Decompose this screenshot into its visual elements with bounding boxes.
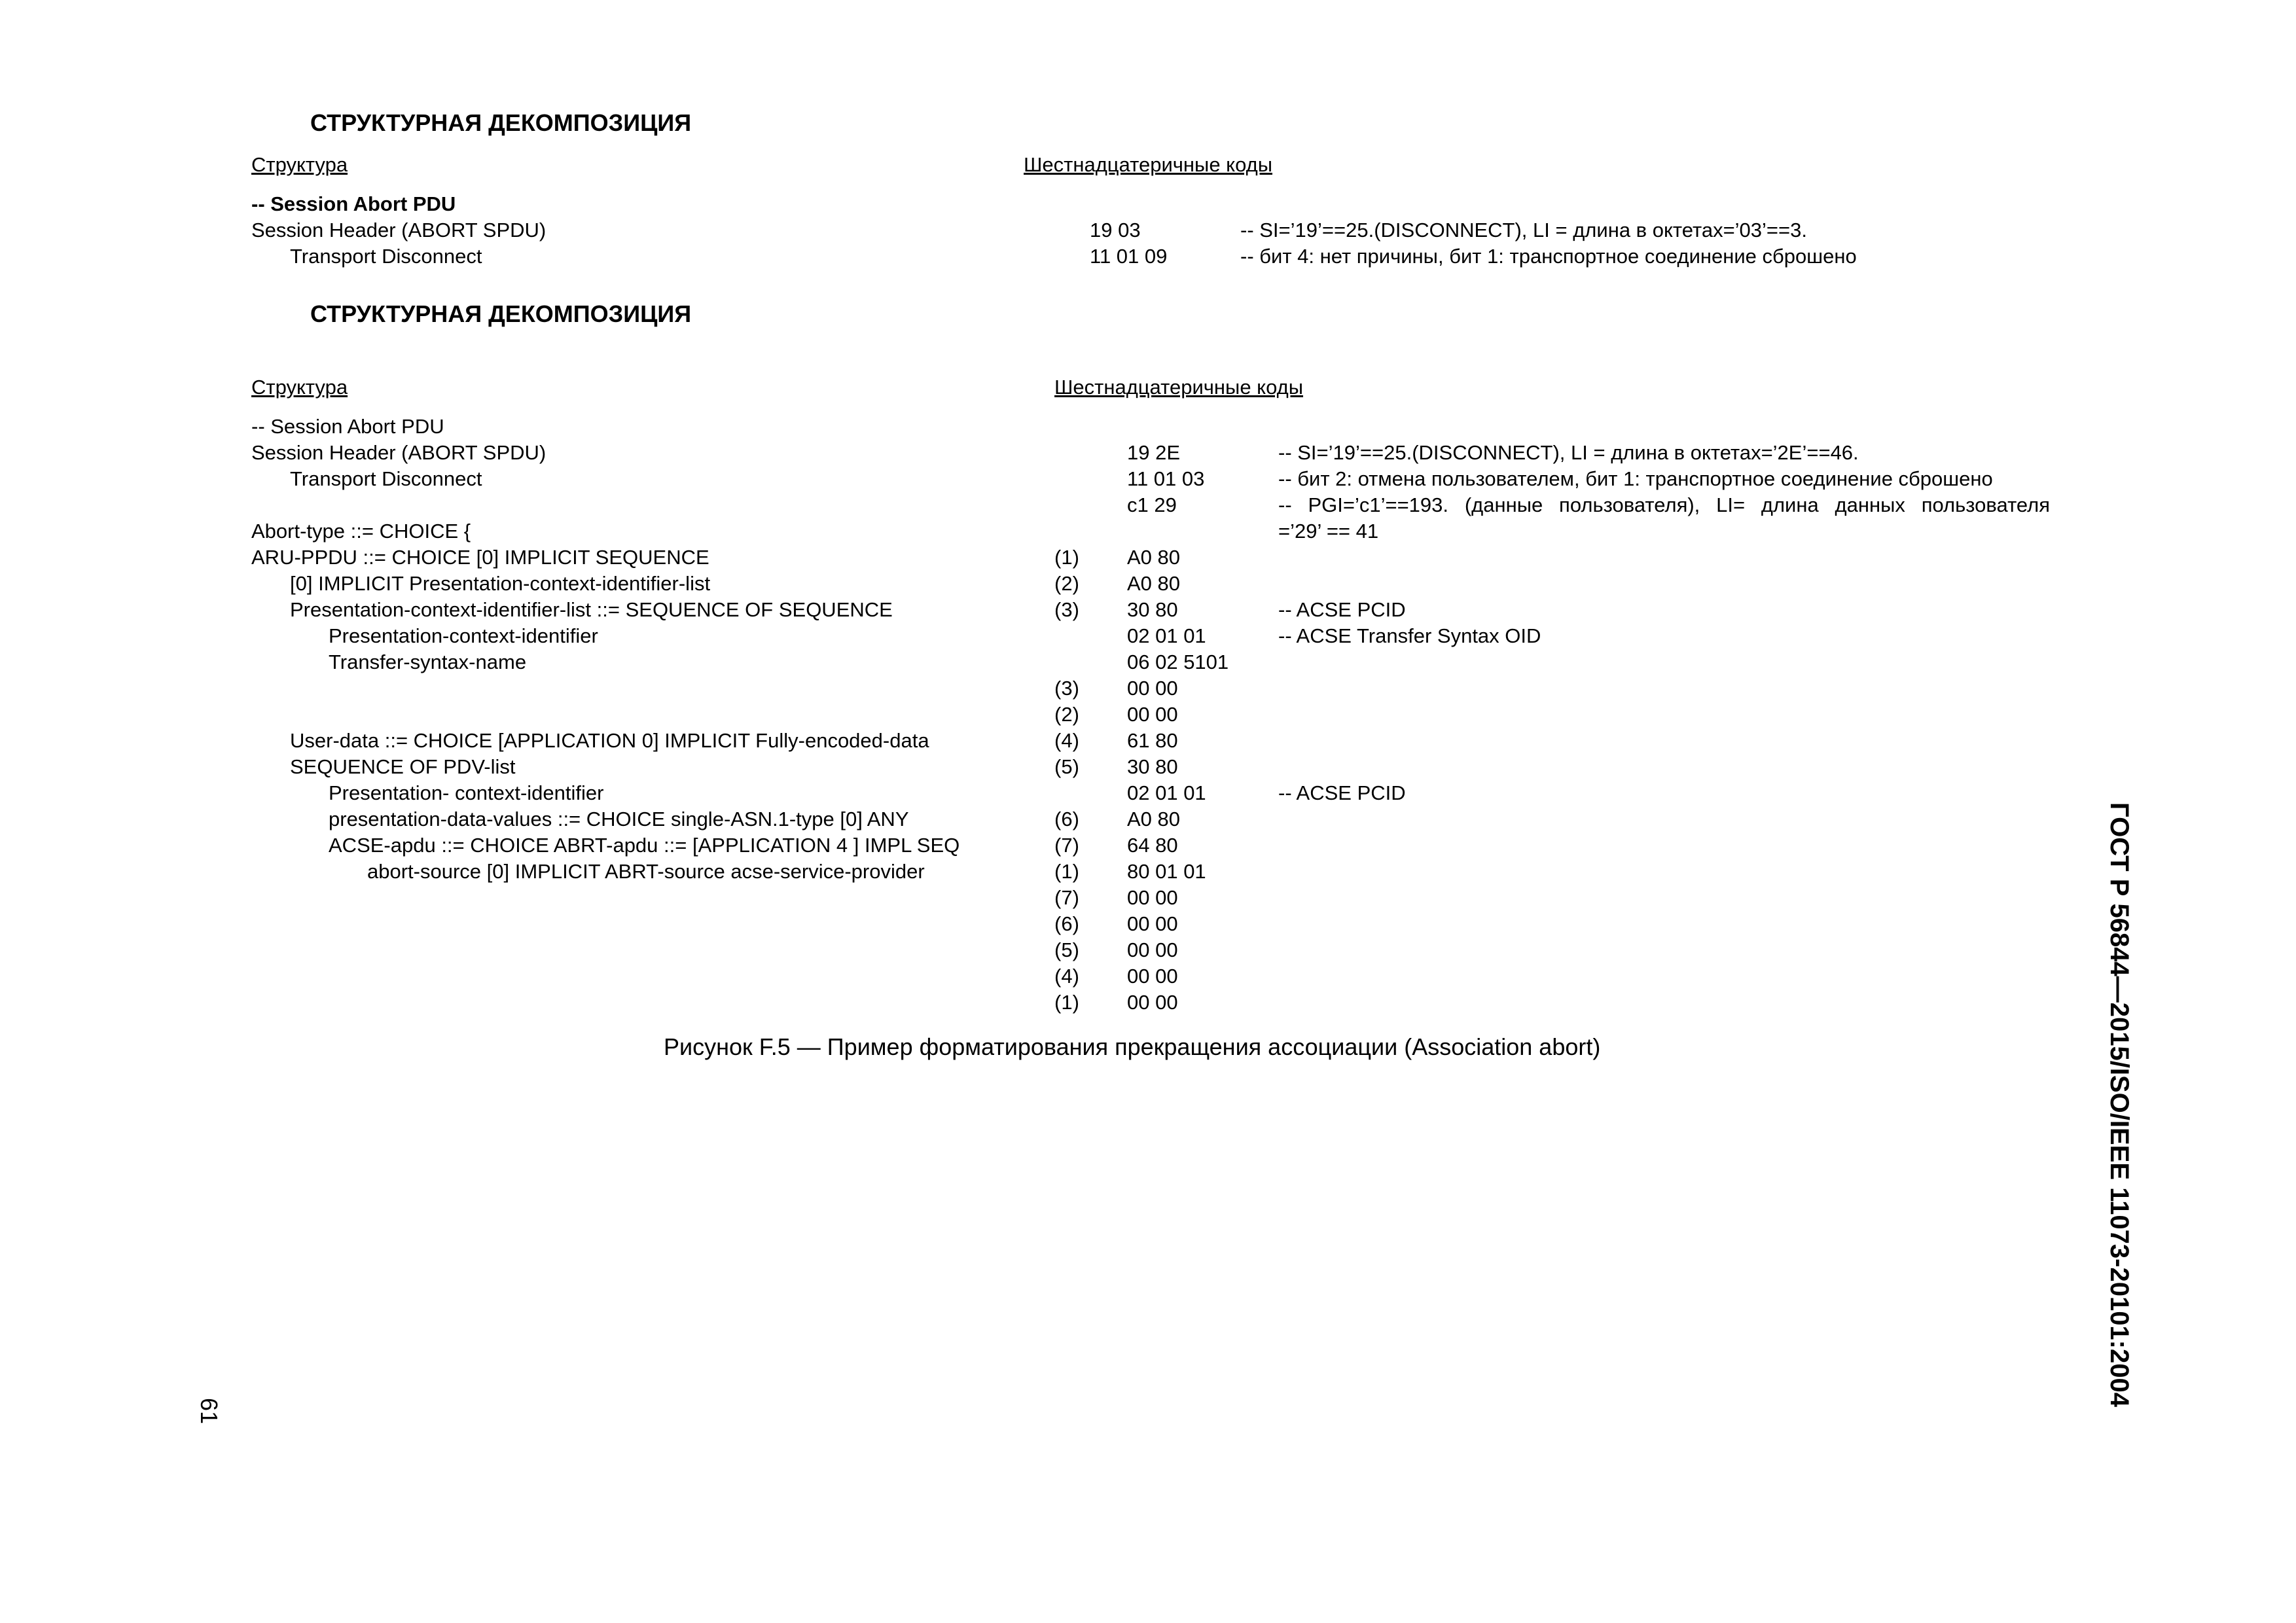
level-number-cell: (1) [1054, 546, 1079, 569]
section1-row [0, 243, 2296, 270]
structure-cell: Transport Disconnect [290, 467, 482, 490]
hex-code-cell: 11 01 03 [1127, 467, 1205, 490]
hex-code-cell: A0 80 [1127, 546, 1181, 569]
section2-structure-header: Структура [251, 376, 348, 399]
section2-row [0, 649, 2296, 675]
section2-heading: СТРУКТУРНАЯ ДЕКОМПОЗИЦИЯ [310, 300, 692, 327]
hex-code-cell: 30 80 [1127, 755, 1178, 778]
level-number-cell: (7) [1054, 886, 1079, 909]
section2-row [0, 675, 2296, 702]
section1-hex-header: Шестнадцатеричные коды [1024, 153, 1273, 176]
level-number-cell: (3) [1054, 598, 1079, 621]
figure-caption: Рисунок F.5 — Пример форматирования прекращения ассоциации (Association abort) [664, 1033, 1601, 1060]
section1-row [0, 191, 2296, 217]
section2-row [0, 728, 2296, 754]
section1-row [0, 217, 2296, 243]
structure-cell: presentation-data-values ::= CHOICE single-ASN.1-type [0] ANY [329, 808, 909, 830]
section2-row [0, 885, 2296, 911]
hex-code-cell: 19 03 [1090, 219, 1141, 241]
hex-code-cell: 00 00 [1127, 912, 1178, 935]
section2-row [0, 702, 2296, 728]
level-number-cell: (4) [1054, 965, 1079, 988]
hex-code-cell: 00 00 [1127, 938, 1178, 961]
section2-row [0, 492, 2296, 518]
structure-cell: -- Session Abort PDU [251, 192, 456, 215]
section2-row [0, 859, 2296, 885]
level-number-cell: (1) [1054, 860, 1079, 883]
hex-code-cell: 19 2E [1127, 441, 1181, 464]
hex-code-cell: 61 80 [1127, 729, 1178, 752]
structure-cell: ARU-PPDU ::= CHOICE [0] IMPLICIT SEQUENCE [251, 546, 709, 569]
section2-row [0, 780, 2296, 806]
section2-row [0, 990, 2296, 1016]
comment-cell: -- PGI=’c1’==193. (данные пользователя), LI= длина данных пользователя [1278, 493, 2050, 516]
structure-cell: Presentation- context-identifier [329, 781, 604, 804]
comment-cell: -- SI=’19’==25.(DISCONNECT), LI = длина в октетах=’03’==3. [1240, 219, 1807, 241]
structure-cell: Session Header (ABORT SPDU) [251, 441, 547, 464]
section2-row [0, 623, 2296, 649]
hex-code-cell: 00 00 [1127, 991, 1178, 1014]
comment-cell: -- бит 4: нет причины, бит 1: транспортное соединение сброшено [1240, 245, 1857, 268]
level-number-cell: (2) [1054, 572, 1079, 595]
structure-cell: Presentation-context-identifier [329, 624, 598, 647]
level-number-cell: (1) [1054, 991, 1079, 1014]
section2-row [0, 806, 2296, 832]
hex-code-cell: 11 01 09 [1090, 245, 1168, 268]
section2-row [0, 414, 2296, 440]
section2-row [0, 466, 2296, 492]
structure-cell: Presentation-context-identifier-list ::= SEQUENCE OF SEQUENCE [290, 598, 893, 621]
section2-row [0, 518, 2296, 544]
hex-code-cell: 00 00 [1127, 703, 1178, 726]
comment-cell: -- ACSE PCID [1278, 598, 1406, 621]
comment-cell: -- ACSE PCID [1278, 781, 1406, 804]
structure-cell: Transfer-syntax-name [329, 651, 527, 673]
section2-row [0, 440, 2296, 466]
section2-row [0, 963, 2296, 990]
section1-heading: СТРУКТУРНАЯ ДЕКОМПОЗИЦИЯ [310, 109, 692, 136]
section2-row [0, 754, 2296, 780]
structure-cell: User-data ::= CHOICE [APPLICATION 0] IMPLICIT Fully-encoded-data [290, 729, 929, 752]
hex-code-cell: A0 80 [1127, 572, 1181, 595]
page-number: 61 [196, 1398, 223, 1425]
structure-cell: Abort-type ::= CHOICE { [251, 520, 471, 543]
comment-cell: -- SI=’19’==25.(DISCONNECT), LI = длина в октетах=’2E’==46. [1278, 441, 1859, 464]
structure-cell: [0] IMPLICIT Presentation-context-identifier-list [290, 572, 711, 595]
structure-cell: Transport Disconnect [290, 245, 482, 268]
section2-row [0, 571, 2296, 597]
hex-code-cell: 02 01 01 [1127, 781, 1206, 804]
hex-code-cell: 00 00 [1127, 965, 1178, 988]
hex-code-cell: c1 29 [1127, 493, 1177, 516]
section1-structure-header: Структура [251, 153, 348, 176]
hex-code-cell: A0 80 [1127, 808, 1181, 830]
section2-row [0, 597, 2296, 623]
hex-code-cell: 02 01 01 [1127, 624, 1206, 647]
section2-row [0, 832, 2296, 859]
level-number-cell: (3) [1054, 677, 1079, 700]
structure-cell: abort-source [0] IMPLICIT ABRT-source acse-service-provider [367, 860, 925, 883]
level-number-cell: (4) [1054, 729, 1079, 752]
hex-code-cell: 00 00 [1127, 886, 1178, 909]
hex-code-cell: 64 80 [1127, 834, 1178, 857]
section2-hex-header: Шестнадцатеричные коды [1054, 376, 1304, 399]
level-number-cell: (7) [1054, 834, 1079, 857]
hex-code-cell: 00 00 [1127, 677, 1178, 700]
hex-code-cell: 06 02 5101 [1127, 651, 1229, 673]
level-number-cell: (6) [1054, 808, 1079, 830]
comment-cell: =’29’ == 41 [1278, 520, 1379, 543]
level-number-cell: (5) [1054, 755, 1079, 778]
hex-code-cell: 80 01 01 [1127, 860, 1206, 883]
structure-cell: Session Header (ABORT SPDU) [251, 219, 547, 241]
document-standard-title: ГОСТ Р 56844—2015/ISO/IEEE 11073-20101:2004 [2105, 802, 2134, 1407]
level-number-cell: (6) [1054, 912, 1079, 935]
section2-row [0, 937, 2296, 963]
comment-cell: -- бит 2: отмена пользователем, бит 1: транспортное соединение сброшено [1278, 467, 1993, 490]
hex-code-cell: 30 80 [1127, 598, 1178, 621]
structure-cell: SEQUENCE OF PDV-list [290, 755, 516, 778]
level-number-cell: (2) [1054, 703, 1079, 726]
comment-cell: -- ACSE Transfer Syntax OID [1278, 624, 1541, 647]
section2-row [0, 544, 2296, 571]
section2-row [0, 911, 2296, 937]
structure-cell: -- Session Abort PDU [251, 415, 444, 438]
level-number-cell: (5) [1054, 938, 1079, 961]
structure-cell: ACSE-apdu ::= CHOICE ABRT-apdu ::= [APPLICATION 4 ] IMPL SEQ [329, 834, 960, 857]
